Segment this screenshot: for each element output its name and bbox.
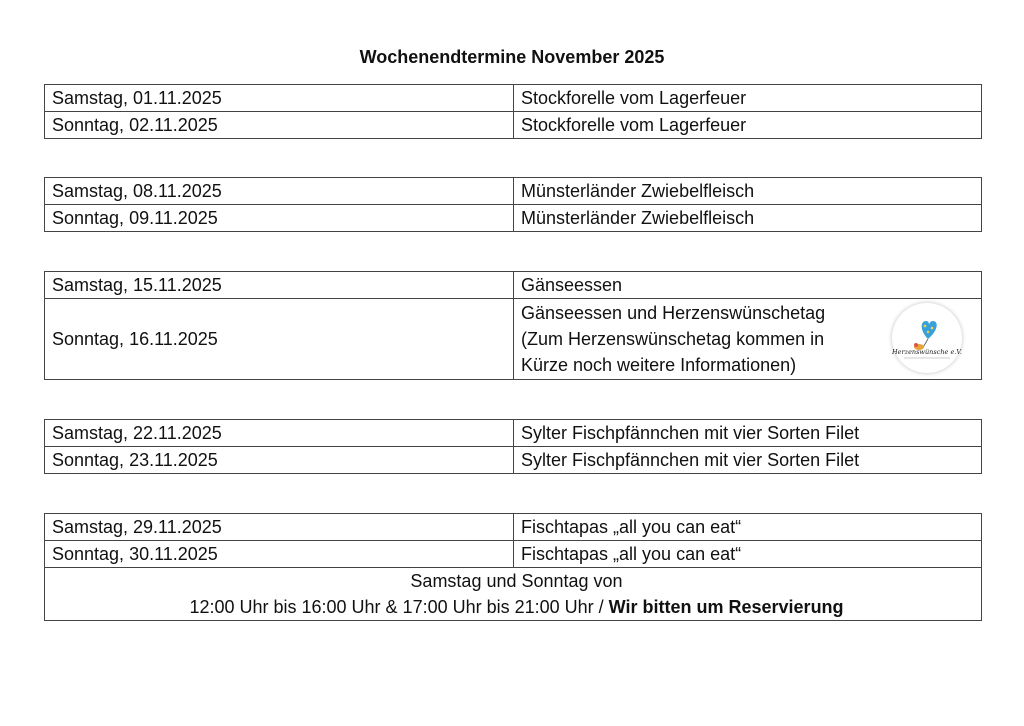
event-cell: Stockforelle vom Lagerfeuer (514, 112, 982, 139)
table-row (45, 112, 982, 139)
opening-times-line (52, 594, 981, 620)
table-row (45, 272, 982, 299)
date-cell: Sonntag, 02.11.2025 (45, 112, 514, 139)
table-row (45, 447, 982, 474)
schedule-group (44, 513, 982, 621)
table-row (45, 205, 982, 232)
schedule-group (44, 177, 982, 232)
event-cell (514, 299, 982, 380)
reservation-note: Wir bitten um Reservierung (608, 597, 844, 617)
schedule-group (44, 419, 982, 474)
event-line: (Zum Herzenswünschetag kommen in (521, 329, 825, 349)
footer-row (45, 568, 982, 621)
date-cell: Samstag, 22.11.2025 (45, 420, 514, 447)
heart-balloon-icon (892, 303, 962, 373)
herzenswuensche-logo (892, 303, 962, 373)
opening-times: 12:00 Uhr bis 16:00 Uhr & 17:00 Uhr bis 21:00 Uhr / (189, 597, 609, 617)
page-title: Wochenendtermine November 2025 (359, 47, 665, 67)
date-cell: Sonntag, 09.11.2025 (45, 205, 514, 232)
event-cell: Fischtapas „all you can eat“ (514, 541, 982, 568)
date-cell: Samstag, 15.11.2025 (45, 272, 514, 299)
event-line: Gänseessen und Herzenswünschetag (521, 303, 826, 323)
table-row (45, 541, 982, 568)
event-cell: Stockforelle vom Lagerfeuer (514, 85, 982, 112)
date-cell: Sonntag, 23.11.2025 (45, 447, 514, 474)
schedule-group (44, 84, 982, 139)
event-line: Kürze noch weitere Informationen) (521, 355, 797, 375)
event-cell: Sylter Fischpfännchen mit vier Sorten Filet (514, 447, 982, 474)
event-cell: Münsterländer Zwiebelfleisch (514, 205, 982, 232)
opening-hours (45, 568, 982, 621)
table-row (45, 514, 982, 541)
date-cell: Samstag, 29.11.2025 (45, 514, 514, 541)
schedule-group (44, 271, 982, 380)
table-row (45, 178, 982, 205)
date-cell: Sonntag, 16.11.2025 (45, 299, 514, 380)
logo-text: Herzenswünsche e.V. (892, 348, 962, 356)
event-cell: Sylter Fischpfännchen mit vier Sorten Filet (514, 420, 982, 447)
event-cell: Gänseessen (514, 272, 982, 299)
date-cell: Samstag, 08.11.2025 (45, 178, 514, 205)
date-cell: Sonntag, 30.11.2025 (45, 541, 514, 568)
table-row (45, 299, 982, 380)
event-cell: Münsterländer Zwiebelfleisch (514, 178, 982, 205)
table-row (45, 420, 982, 447)
opening-days: Samstag und Sonntag von (410, 571, 623, 591)
event-cell: Fischtapas „all you can eat“ (514, 514, 982, 541)
table-row (45, 85, 982, 112)
date-cell: Samstag, 01.11.2025 (45, 85, 514, 112)
